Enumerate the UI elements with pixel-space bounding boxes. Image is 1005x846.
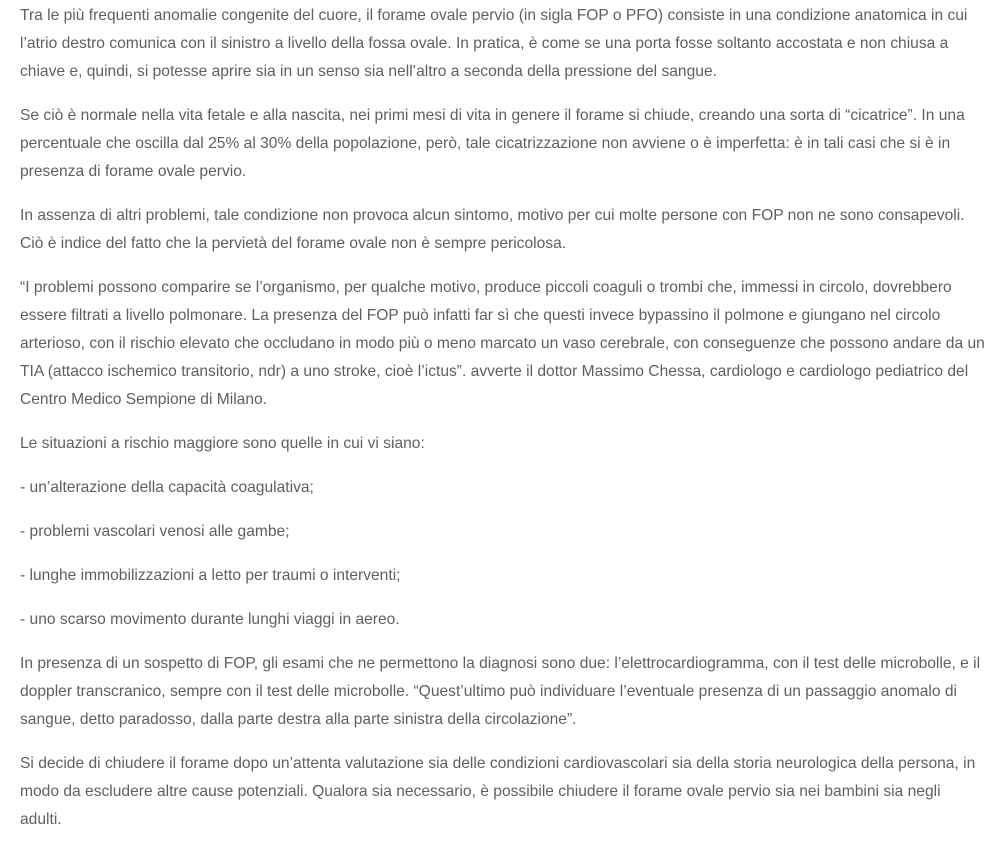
list-item-vascular: - problemi vascolari venosi alle gambe; <box>20 523 290 540</box>
paragraph-intro: Tra le più frequenti anomalie congenite del cuore, il forame ovale pervio (in sigla FOP o PFO) consiste in una condizione anatomica in cui l’atrio destro comunica con il sinistro a livello della fossa ovale. In pratica, è come se una porta fosse soltanto accostata e non chiusa a chiave e, quindi, si potesse aprire sia in un senso sia nell’altro a seconda della pressione del sangue. <box>20 7 968 80</box>
paragraph-quote-risks: “I problemi possono comparire se l’organismo, per qualche motivo, produce piccoli coaguli o trombi che, immessi in circolo, dovrebbero essere filtrati a livello polmonare. La presenza del FOP può infatti far sì che questi invece bypassino il polmone e giungano nel circolo arterioso, con il rischio elevato che occludano in modo più o meno marcato un vaso cerebrale, con conseguenze che possono andare da un TIA (attacco ischemico transitorio, ndr) a uno stroke, cioè l’ictus”. avverte il dottor Massimo Chessa, cardiologo e cardiologo pediatrico del Centro Medico Sempione di Milano. <box>20 279 985 408</box>
list-item-coagulation: - un’alterazione della capacità coagulativa; <box>20 479 314 496</box>
paragraph-fetal-life: Se ciò è normale nella vita fetale e alla nascita, nei primi mesi di vita in genere il forame si chiude, creando una sorta di “cicatrice”. In una percentuale che oscilla dal 25% al 30% della popolazione, però, tale cicatrizzazione non avviene o è imperfetta: è in tali casi che si è in presenza di forame ovale pervio. <box>20 107 965 180</box>
paragraph-risk-situations: Le situazioni a rischio maggiore sono quelle in cui vi siano: <box>20 435 425 452</box>
list-item-flights: - uno scarso movimento durante lunghi viaggi in aereo. <box>20 611 400 628</box>
paragraph-diagnosis: In presenza di un sospetto di FOP, gli esami che ne permettono la diagnosi sono due: l’elettrocardiogramma, con il test delle microbolle, e il doppler transcranico, sempre con il test delle microbolle. “Quest’ultimo può individuare l’eventuale presenza di un passaggio anomalo di sangue, detto paradosso, dalla parte destra alla parte sinistra della circolazione”. <box>20 655 981 728</box>
paragraph-closure: Si decide di chiudere il forame dopo un’attenta valutazione sia delle condizioni cardiovascolari sia della storia neurologica della persona, in modo da escludere altre cause potenziali. Qualora sia necessario, è possibile chiudere il forame ovale pervio sia nei bambini sia negli adulti. <box>20 755 976 828</box>
paragraph-no-symptoms: In assenza di altri problemi, tale condizione non provoca alcun sintomo, motivo per cui molte persone con FOP non ne sono consapevoli. Ciò è indice del fatto che la pervietà del forame ovale non è sempre pericolosa. <box>20 207 965 252</box>
list-item-immobilization: - lunghe immobilizzazioni a letto per traumi o interventi; <box>20 567 401 584</box>
